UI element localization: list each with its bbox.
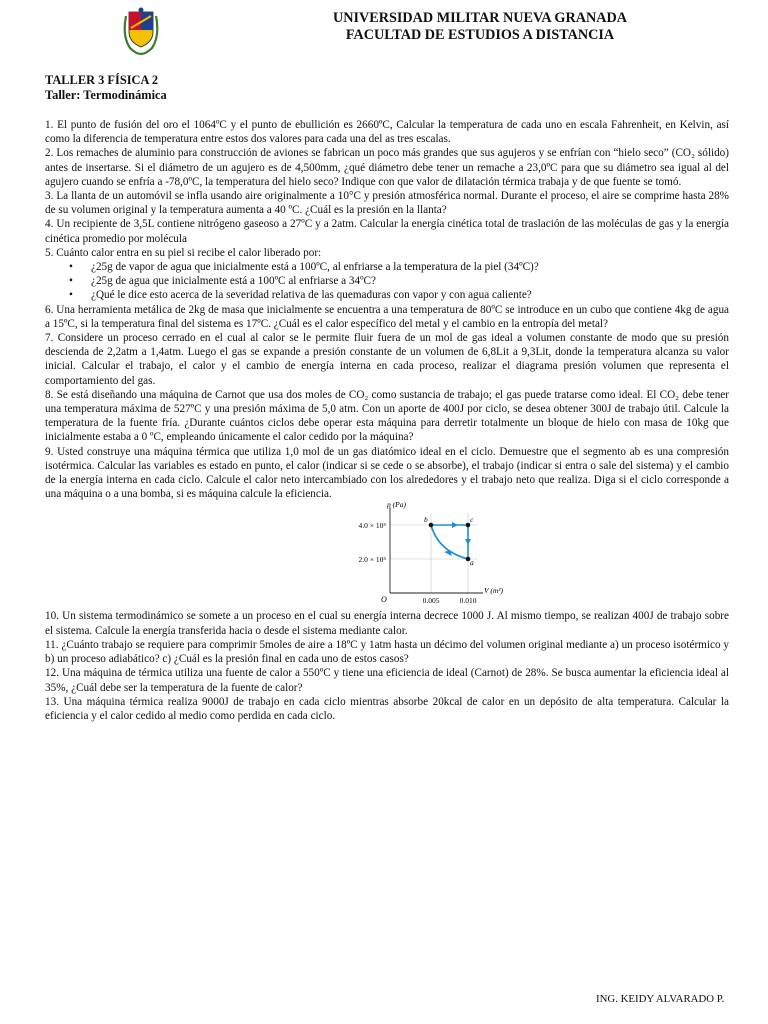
question-3: 3. La llanta de un automóvil se infla usando aire originalmente a 10°C y presión atmosférica normal. Durante el proceso, el aire se comprime hasta 28% de su volumen original y la temperatura aumenta a 40 ºC. ¿Cuál es la presión en la llanta? [45, 190, 729, 217]
p-axis-label: p (Pa) [387, 501, 406, 510]
question-1: 1. El punto de fusión del oro el 1064ºC y el punto de ebullición es 2660ºC, Calcular la temperatura de cada uno en escala Fahrenheit, en Kelvin, así como la diferencia de temperatura entre estos dos valores para cada una del as tres escalas. [45, 119, 729, 146]
question-4: 4. Un recipiente de 3,5L contiene nitrógeno gaseoso a 27ºC y a 2atm. Calcular la energía cinética total de traslación de las moléculas de gas y la energía cinética promedio por molécula [45, 218, 729, 245]
university-crest-logo [120, 6, 162, 56]
x-tick-label: 0.005 [422, 596, 440, 606]
pv-diagram-figure [45, 501, 729, 609]
question-13: 13. Una máquina térmica realiza 9000J de trabajo en cada ciclo mientras absorbe 20kcal de calor en un depósito de alta temperatura. Calcular la eficiencia y el calor cedido al medio como perdida en cada ciclo. [45, 695, 729, 722]
arrow-ca [465, 539, 471, 545]
x-tick-label: 0.010 [459, 596, 477, 606]
worksheet-title: TALLER 3 FÍSICA 2 [45, 73, 159, 87]
question-6: 6. Una herramienta metálica de 2kg de masa que inicialmente se encuentra a una temperatura de 80ºC se introduce en un cubo que contiene 4kg de agua a 15ºC, si la temperatura final del sistema es 17ºC. ¿Cuál es el calor específico del metal y el cambio en la entropía del metal? [45, 303, 729, 330]
worksheet-subtitle: Taller: Termodinámica [45, 88, 167, 102]
v-axis-label: V (m³) [484, 586, 503, 596]
list-item: • ¿25g de vapor de agua que inicialmente está a 100ºC, al enfriarse a la temperatura de la piel (34ºC)? [91, 260, 729, 274]
y-tick-label: 2.0 × 10⁵ [358, 555, 386, 565]
university-name: UNIVERSIDAD MILITAR NUEVA GRANADA [333, 10, 627, 26]
y-tick-label: 4.0 × 10⁵ [358, 521, 386, 531]
list-item: • ¿Qué le dice esto acerca de la severidad relativa de las quemaduras con vapor y con agua caliente? [91, 288, 729, 302]
question-10: 10. Un sistema termodinámico se somete a un proceso en el cual su energía interna decrece 1000 J. Al mismo tiempo, se realizan 400J de trabajo sobre el sistema. Calcule la energía transferida hacia o desde el sistema mediante calor. [45, 610, 729, 637]
question-8: 8. Se está diseñando una máquina de Carnot que usa dos moles de CO₂ como sustancia de trabajo; el gas puede tratarse como ideal. El CO₂ debe tener una temperatura máxima de 527ºC y una presión máxima de 5,0 atm. Con un aporte de 400J por ciclo, se desea obtener 300J de trabajo útil. Calcule la temperatura de la fuente fría. ¿Durante cuántos ciclos debe operar esta máquina para derretir totalmente un bloque de hielo con masa de 10kg que inicialmente estaba a 0 ºC, empleando únicamente el calor cedido por la máquina? [45, 388, 729, 444]
point-b-label: b [424, 515, 428, 525]
question-2: 2. Los remaches de aluminio para construcción de aviones se fabrican un poco más grandes que sus agujeros y se enfrían con “hielo seco” (CO₂ sólido) antes de insertarse. Si el diámetro de un agujero es de 4,500mm, ¿qué diámetro debe tener un remache a 23,0ºC para que su diámetro sea igual al del agujero cuando se enfría a -78,0ºC, la temperatura del hielo seco? Indique con que valor de dilatación térmica trabaja y de que fuente se tomó. [45, 147, 729, 188]
author-signature: ING. KEIDY ALVARADO P. [596, 993, 725, 1005]
question-12: 12. Una máquina de térmica utiliza una fuente de calor a 550ºC y tiene una eficiencia de ideal (Carnot) de 28%. Se busca aumentar la eficiencia ideal al 35%, ¿Cuál debe ser la temperatura de la fuente de calor? [45, 667, 729, 694]
point-c-label: c [470, 515, 474, 525]
arrow-bc [452, 522, 458, 528]
question-7: 7. Considere un proceso cerrado en el cual al calor se le permite fluir fuera de un mol de gas ideal a volumen constante de modo que su presión descienda de 2,2atm a 1,4atm. Luego el gas se expande a presión constante de un volumen de 6,8Lit a 9,3Lit, donde la temperatura alcanza su valor inicial. Calcular el trabajo, el calor y el cambio de energía interna en cada proceso, realizar el diagrama presión volumen que representa el comportamiento del gas. [45, 332, 729, 387]
question-11: 11. ¿Cuánto trabajo se requiere para comprimir 5moles de aire a 18ºC y 1atm hasta un décimo del volumen original mediante a) un proceso isotérmico y b) un proceso adiabático? c) ¿Cuál es la presión final en cada uno de estos casos? [45, 638, 729, 666]
document-header [300, 10, 660, 43]
point-a-label: a [470, 558, 474, 568]
origin-label: O [381, 595, 387, 605]
point-b [429, 523, 434, 528]
pv-diagram [338, 501, 508, 609]
faculty-name: FACULTAD DE ESTUDIOS A DISTANCIA [345, 26, 615, 43]
list-item: • ¿25g de agua que inicialmente está a 100ºC al enfriarse a 34ºC? [91, 274, 729, 288]
question-9: 9. Usted construye una máquina térmica que utiliza 1,0 mol de un gas diatómico ideal en el ciclo. Demuestre que el segmento ab es una compresión isotérmica. Calcular las variables es estado en punto, el calor (indicar si se cede o se absorbe), el trabajo (indicar si entra o sale del sistema) y el cambio de la energía interna en cada ciclo. Calcule el calor neto intercambiado con los alrededores y el trabajo neto que realiza. Diga si el ciclo corresponde a una máquina o a una bomba, si es máquina calcule la eficiencia. [45, 445, 729, 501]
document-body [45, 73, 729, 723]
question-5: 5. Cuánto calor entra en su piel si recibe el calor liberado por: [45, 246, 322, 259]
question-5-list [45, 260, 729, 303]
